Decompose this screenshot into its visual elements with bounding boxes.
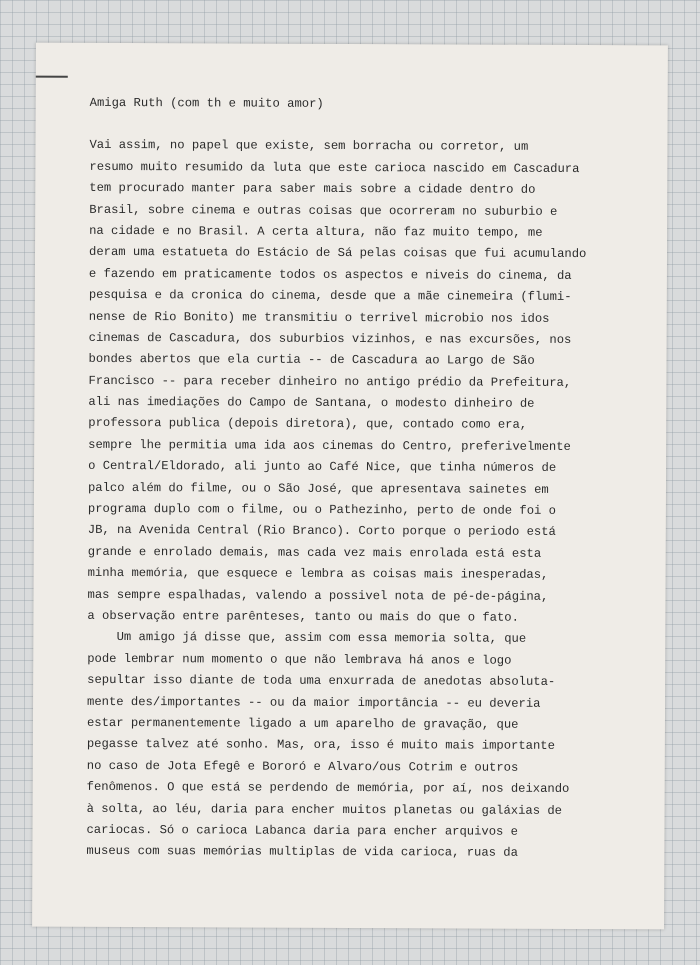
text-line: mas sempre espalhadas, valendo a possivel nota de pé-de-página, [87, 587, 549, 604]
text-line: professora publica (depois diretora), que, contado como era, [88, 416, 528, 433]
text-line: estar permanentemente ligado a um aparelho de gravação, que [86, 715, 519, 732]
text-line: a observação entre parênteses, tanto ou mais do que o fato. [87, 608, 519, 625]
text-line: o Central/Eldorado, ali junto ao Café Nice, que tinha números de [88, 459, 557, 476]
text-line: grande e enrolado demais, mas cada vez mais enrolada está esta [87, 544, 542, 561]
text-line: Um amigo já disse que, assim com essa memoria solta, que [87, 630, 527, 647]
text-line: na cidade e no Brasil. A certa altura, não faz muito tempo, me [89, 223, 543, 240]
text-line: sempre lhe permitia uma ida aos cinemas do Centro, preferivelmente [88, 437, 571, 454]
text-line: ali nas imediações do Campo de Santana, o modesto dinheiro de [88, 394, 535, 411]
text-line: no caso de Jota Efegê e Bororó e Alvaro/ous Cotrim e outros [86, 758, 519, 775]
text-line: JB, na Avenida Central (Rio Branco). Corto porque o periodo está [87, 523, 556, 540]
text-line: mente des/importantes -- ou da maior importância -- eu deveria [87, 694, 541, 711]
text-line: cariocas. Só o carioca Labanca daria para encher arquivos e [86, 822, 519, 839]
text-line: minha memória, que esquece e lembra as coisas mais inesperadas, [87, 566, 549, 583]
margin-mark [36, 76, 68, 78]
text-line: Francisco -- para receber dinheiro no antigo prédio da Prefeitura, [88, 373, 572, 390]
text-line: tem procurado manter para saber mais sobre a cidade dentro do [89, 181, 536, 197]
greeting: Amiga Ruth (com th e muito amor) [89, 95, 324, 111]
text-line: Vai assim, no papel que existe, sem borracha ou corretor, um [89, 138, 529, 155]
letter-sheet [32, 43, 668, 930]
text-line: bondes abertos que ela curtia -- de Cascadura ao Largo de São [88, 352, 535, 369]
text-line: à solta, ao léu, daria para encher muitos planetas ou galáxias de [86, 801, 563, 818]
text-line: programa duplo com o filme, ou o Pathezinho, perto de onde foi o [87, 501, 557, 518]
text-line: pegasse talvez até sonho. Mas, ora, isso é muito mais importante [86, 737, 555, 754]
text-line: pesquisa e da cronica do cinema, desde que a mãe cinemeira (flumi- [88, 287, 572, 305]
text-line: fenômenos. O que está se perdendo de memória, por aí, nos deixando [86, 779, 570, 797]
text-line: nense de Rio Bonito) me transmitiu o terrivel microbio nos idos [88, 309, 550, 326]
letter-body [86, 93, 669, 865]
letter-lines [86, 135, 669, 865]
text-line: palco além do filme, ou o São José, que apresentava sainetes em [87, 480, 549, 497]
text-line: e fazendo em praticamente todos os aspectos e niveis do cinema, da [88, 266, 572, 283]
text-line: museus com suas memórias multiplas de vida carioca, ruas da [86, 844, 518, 861]
text-line: resumo muito resumido da luta que este carioca nascido em Cascadura [89, 159, 580, 176]
text-line: Brasil, sobre cinema e outras coisas que ocorreram no suburbio e [89, 202, 558, 219]
text-line: sepultar isso diante de toda uma enxurrada de anedotas absoluta- [87, 673, 556, 690]
text-line: cinemas de Cascadura, dos suburbios vizinhos, e nas excursões, nos [88, 330, 572, 347]
text-line: pode lembrar num momento o que não lembrava há anos e logo [87, 651, 512, 668]
text-line: deram uma estatueta do Estácio de Sá pelas coisas que fui acumulando [88, 245, 587, 262]
